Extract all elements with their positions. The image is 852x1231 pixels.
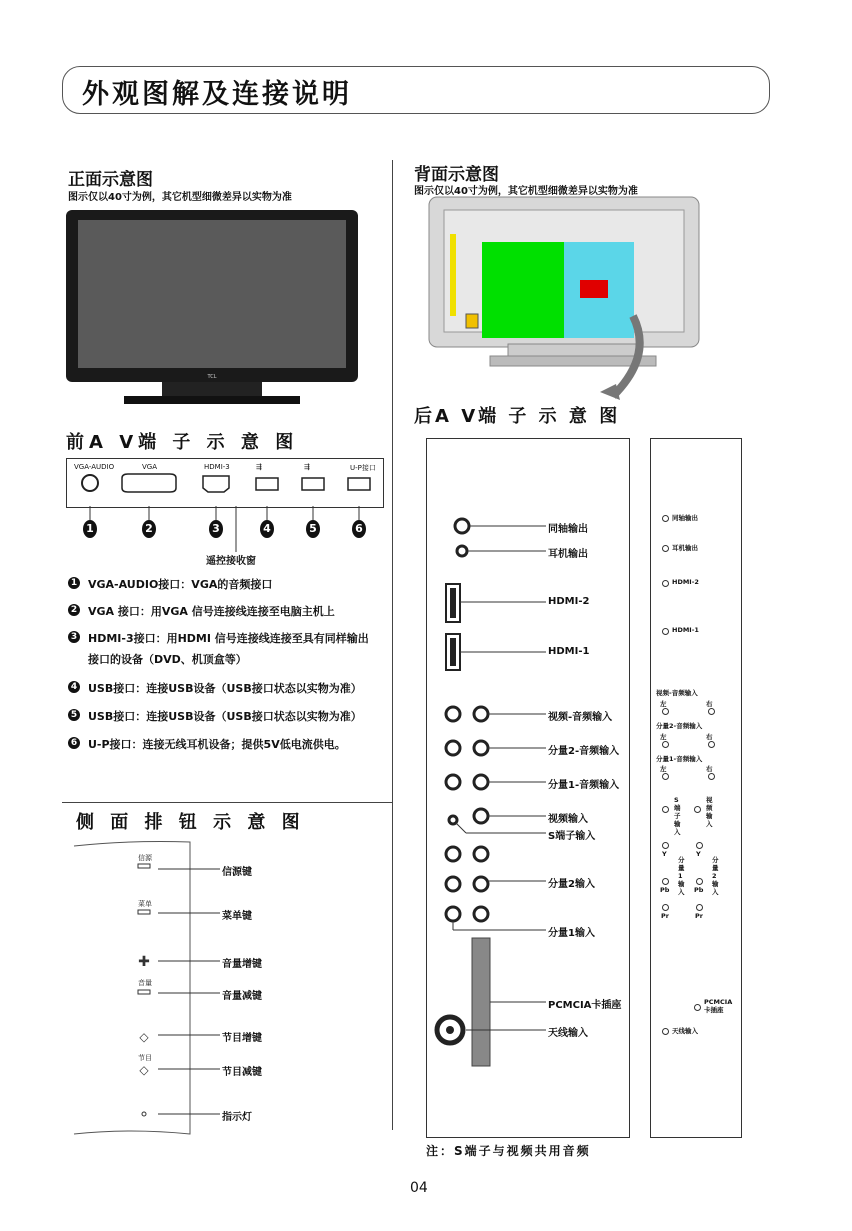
panel-dot (708, 708, 715, 715)
panel-y-1: Y (662, 850, 667, 858)
panel-left-1: 左 (660, 700, 667, 708)
panel-left-3: 左 (660, 765, 667, 773)
panel-ear: 耳机输出 (672, 544, 698, 552)
panel-dot (662, 515, 669, 522)
port-vga-audio-label: VGA-AUDIO (74, 463, 115, 471)
panel-hdmi2: HDMI-2 (672, 578, 699, 586)
btn-source-small: 信源 (138, 854, 152, 862)
legend-num-4: 4 (68, 681, 80, 693)
panel-dot (694, 1004, 701, 1011)
btn-ch-down-label: 节目减键 (222, 1067, 262, 1078)
callout-3: 3 (209, 520, 223, 538)
rear-av-heading: 后A V端 子 示 意 图 (414, 406, 621, 427)
callout-1: 1 (83, 520, 97, 538)
center-divider (392, 160, 393, 1130)
callout-2: 2 (142, 520, 156, 538)
rear-label-s-video: S端子输入 (548, 831, 596, 842)
panel-pb-1: Pb (660, 886, 670, 894)
port-vga-label: VGA (142, 463, 158, 471)
btn-source-label: 信源键 (222, 867, 252, 878)
remote-sensor-label: 遥控接收窗 (206, 556, 256, 567)
panel-dot (662, 741, 669, 748)
rear-label-antenna: 天线输入 (548, 1028, 588, 1039)
panel-dot (662, 806, 669, 813)
panel-dot (696, 842, 703, 849)
btn-vol-down-label: 音量减键 (222, 991, 262, 1002)
rear-label-hdmi2: HDMI-2 (548, 596, 590, 607)
tv-front-illustration (64, 208, 364, 408)
left-divider (62, 802, 392, 803)
legend-text-4: USB接口：连接USB设备（USB接口状态以实物为准） (88, 682, 362, 695)
usb-icon: ⇶ (304, 463, 310, 471)
front-note: 图示仅以40寸为例，其它机型细微差异以实物为准 (68, 192, 292, 203)
panel-pr-1: Pr (661, 912, 669, 920)
panel-dot (662, 708, 669, 715)
panel-video-in: 视频输入 (706, 796, 713, 828)
panel-pcmcia: PCMCIA卡插座 (704, 998, 733, 1014)
rear-label-ear: 耳机输出 (548, 549, 588, 560)
btn-menu-label: 菜单键 (222, 911, 252, 922)
usb-icon: ⇶ (256, 463, 262, 471)
side-heading: 侧 面 排 钮 示 意 图 (76, 812, 305, 833)
side-panel-outline (70, 838, 220, 1138)
panel-right-1: 右 (706, 700, 713, 708)
panel-dot (662, 545, 669, 552)
rear-label-av-audio: 视频-音频输入 (548, 712, 613, 723)
rear-label-comp2: 分量2输入 (548, 879, 595, 890)
rear-footnote: 注：S端子与视频共用音频 (426, 1144, 591, 1158)
panel-ant: 天线输入 (672, 1027, 698, 1035)
rear-label-pcmcia: PCMCIA卡插座 (548, 1000, 622, 1011)
front-av-leaders (66, 506, 382, 556)
panel-dot (662, 628, 669, 635)
front-heading: 正面示意图 (68, 170, 153, 190)
legend-text-3b: 接口的设备（DVD、机顶盒等） (88, 653, 247, 666)
panel-dot (696, 878, 703, 885)
panel-coax: 同轴输出 (672, 514, 698, 522)
legend-num-2: 2 (68, 604, 80, 616)
legend-num-3: 3 (68, 631, 80, 643)
btn-vol-up-label: 音量增键 (222, 959, 262, 970)
panel-right-2: 右 (706, 733, 713, 741)
panel-y-2: Y (696, 850, 701, 858)
legend-text-6: U-P接口：连接无线耳机设备；提供5V低电流供电。 (88, 738, 346, 751)
rear-label-video: 视频输入 (548, 814, 588, 825)
callout-5: 5 (306, 520, 320, 538)
rear-label-hdmi1: HDMI-1 (548, 646, 590, 657)
panel-c1-audio: 分量1-音频输入 (656, 755, 703, 763)
btn-channel-small: 节目 (138, 1054, 152, 1062)
callout-4: 4 (260, 520, 274, 538)
panel-right-3: 右 (706, 765, 713, 773)
panel-dot (662, 904, 669, 911)
svg-text:✚: ✚ (138, 954, 150, 970)
rear-label-c1-audio: 分量1-音频输入 (548, 780, 620, 791)
panel-c2-audio: 分量2-音频输入 (656, 722, 703, 730)
page-title: 外观图解及连接说明 (82, 79, 352, 110)
port-up-label: U-P接口 (350, 464, 376, 472)
indicator-label: 指示灯 (222, 1112, 252, 1123)
panel-comp1: 分量1输入 (678, 856, 685, 896)
front-av-heading: 前A V端 子 示 意 图 (66, 432, 299, 453)
legend-text-1: VGA-AUDIO接口：VGA的音频接口 (88, 578, 273, 591)
panel-left-2: 左 (660, 733, 667, 741)
panel-dot (696, 904, 703, 911)
panel-dot (708, 773, 715, 780)
panel-av-audio: 视频-音频输入 (656, 689, 698, 697)
page-number: 04 (410, 1180, 428, 1196)
panel-comp2: 分量2输入 (712, 856, 719, 896)
tv-back-illustration (428, 196, 706, 406)
callout-6: 6 (352, 520, 366, 538)
panel-pb-2: Pb (694, 886, 704, 894)
rear-label-comp1: 分量1输入 (548, 928, 595, 939)
legend-text-5: USB接口：连接USB设备（USB接口状态以实物为准） (88, 710, 362, 723)
svg-text:◇: ◇ (139, 1063, 149, 1077)
panel-dot (662, 842, 669, 849)
back-heading: 背面示意图 (414, 165, 499, 185)
btn-volume-small: 音量 (138, 979, 152, 987)
panel-dot (662, 1028, 669, 1035)
legend-num-5: 5 (68, 709, 80, 721)
panel-pr-2: Pr (695, 912, 703, 920)
panel-dot (662, 580, 669, 587)
front-av-ports (66, 458, 382, 506)
legend-text-3: HDMI-3接口：用HDMI 信号连接线连接至具有同样输出 (88, 632, 369, 645)
panel-s-in: S端子输入 (674, 796, 681, 836)
panel-dot (708, 741, 715, 748)
port-hdmi3-label: HDMI-3 (204, 463, 230, 471)
tv-logo: TCL (207, 374, 217, 380)
legend-text-2: VGA 接口：用VGA 信号连接线连接至电脑主机上 (88, 605, 335, 618)
btn-menu-small: 菜单 (138, 900, 152, 908)
back-note: 图示仅以40寸为例，其它机型细微差异以实物为准 (414, 186, 638, 197)
rear-label-c2-audio: 分量2-音频输入 (548, 746, 620, 757)
panel-dot (662, 773, 669, 780)
panel-dot (694, 806, 701, 813)
rear-label-coax: 同轴输出 (548, 524, 588, 535)
panel-dot (662, 878, 669, 885)
svg-text:◇: ◇ (139, 1030, 149, 1044)
legend-num-6: 6 (68, 737, 80, 749)
panel-hdmi1: HDMI-1 (672, 626, 699, 634)
btn-ch-up-label: 节目增键 (222, 1033, 262, 1044)
legend-num-1: 1 (68, 577, 80, 589)
